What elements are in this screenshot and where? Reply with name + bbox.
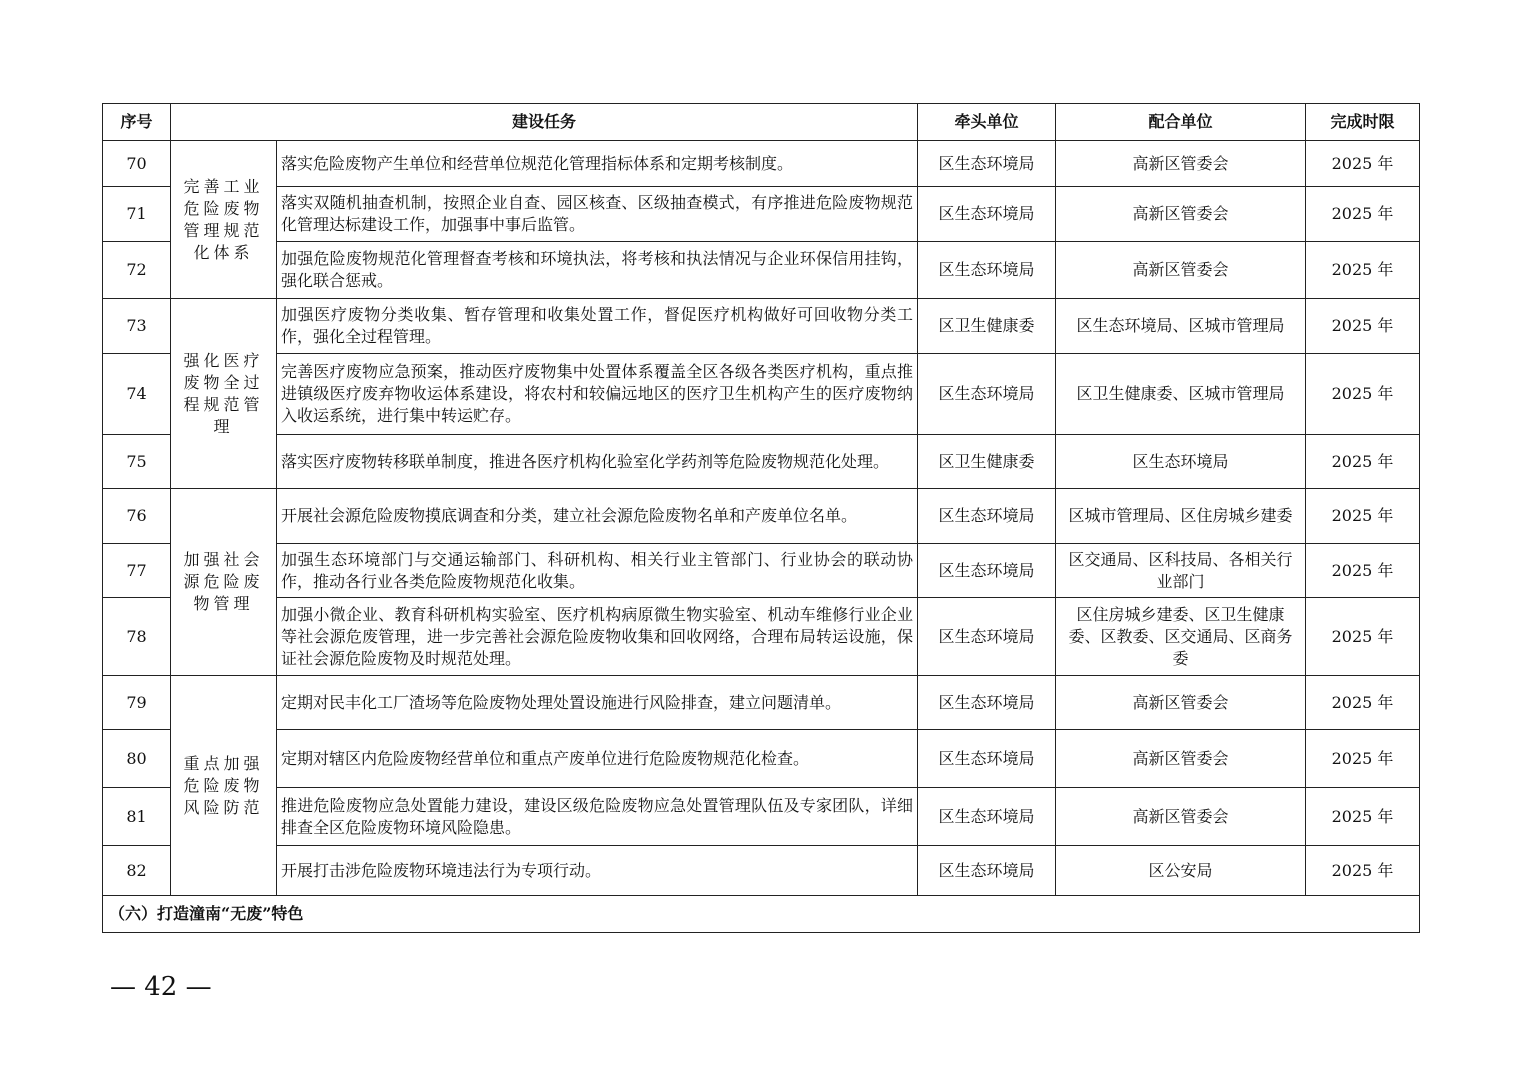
row-time: 2025 年 xyxy=(1306,489,1420,544)
row-num: 80 xyxy=(103,730,171,788)
row-coop: 区生态环境局、区城市管理局 xyxy=(1056,299,1306,354)
row-coop: 高新区管委会 xyxy=(1056,788,1306,846)
row-time: 2025 年 xyxy=(1306,730,1420,788)
row-time: 2025 年 xyxy=(1306,242,1420,299)
row-time: 2025 年 xyxy=(1306,435,1420,489)
row-time: 2025 年 xyxy=(1306,544,1420,598)
row-coop: 区交通局、区科技局、各相关行业部门 xyxy=(1056,544,1306,598)
row-task: 推进危险废物应急处置能力建设，建设区级危险废物应急处置管理队伍及专家团队，详细排查全区危险废物环境风险隐患。 xyxy=(277,788,918,846)
row-num: 73 xyxy=(103,299,171,354)
table-row xyxy=(103,242,1420,299)
row-num: 78 xyxy=(103,598,171,676)
table-row xyxy=(103,354,1420,435)
row-lead: 区生态环境局 xyxy=(918,846,1056,896)
section-footer: （六）打造潼南“无废”特色 xyxy=(103,896,1420,933)
row-num: 77 xyxy=(103,544,171,598)
row-coop: 区住房城乡建委、区卫生健康委、区教委、区交通局、区商务委 xyxy=(1056,598,1306,676)
category-cell: 加强社会源危险废物管理 xyxy=(171,489,277,676)
row-num: 75 xyxy=(103,435,171,489)
row-lead: 区卫生健康委 xyxy=(918,299,1056,354)
header-time: 完成时限 xyxy=(1306,104,1420,141)
row-task: 定期对民丰化工厂渣场等危险废物处理处置设施进行风险排查，建立问题清单。 xyxy=(277,676,918,730)
row-lead: 区生态环境局 xyxy=(918,730,1056,788)
row-lead: 区生态环境局 xyxy=(918,598,1056,676)
row-task: 定期对辖区内危险废物经营单位和重点产废单位进行危险废物规范化检查。 xyxy=(277,730,918,788)
row-coop: 高新区管委会 xyxy=(1056,242,1306,299)
row-lead: 区生态环境局 xyxy=(918,242,1056,299)
row-time: 2025 年 xyxy=(1306,788,1420,846)
row-num: 79 xyxy=(103,676,171,730)
row-coop: 高新区管委会 xyxy=(1056,187,1306,242)
row-task: 加强小微企业、教育科研机构实验室、医疗机构病原微生物实验室、机动车维修行业企业等社会源危废管理，进一步完善社会源危险废物收集和回收网络，合理布局转运设施，保证社会源危险废物及时规范处理。 xyxy=(277,598,918,676)
row-lead: 区生态环境局 xyxy=(918,489,1056,544)
row-task: 完善医疗废物应急预案，推动医疗废物集中处置体系覆盖全区各级各类医疗机构，重点推进镇级医疗废弃物收运体系建设，将农村和较偏远地区的医疗卫生机构产生的医疗废物纳入收运系统，进行集中转运贮存。 xyxy=(277,354,918,435)
row-task: 落实医疗废物转移联单制度，推进各医疗机构化验室化学药剂等危险废物规范化处理。 xyxy=(277,435,918,489)
row-num: 74 xyxy=(103,354,171,435)
table-row xyxy=(103,730,1420,788)
row-lead: 区生态环境局 xyxy=(918,788,1056,846)
table-row xyxy=(103,187,1420,242)
row-time: 2025 年 xyxy=(1306,141,1420,187)
row-task: 落实危险废物产生单位和经营单位规范化管理指标体系和定期考核制度。 xyxy=(277,141,918,187)
task-table xyxy=(102,103,1420,933)
table-row xyxy=(103,788,1420,846)
row-task: 加强生态环境部门与交通运输部门、科研机构、相关行业主管部门、行业协会的联动协作，推动各行业各类危险废物规范化收集。 xyxy=(277,544,918,598)
row-coop: 区卫生健康委、区城市管理局 xyxy=(1056,354,1306,435)
row-lead: 区生态环境局 xyxy=(918,676,1056,730)
row-task: 开展社会源危险废物摸底调查和分类，建立社会源危险废物名单和产废单位名单。 xyxy=(277,489,918,544)
table-row xyxy=(103,435,1420,489)
table-row xyxy=(103,846,1420,896)
table-row xyxy=(103,299,1420,354)
row-lead: 区生态环境局 xyxy=(918,354,1056,435)
header-task: 建设任务 xyxy=(171,104,918,141)
task-table-container xyxy=(102,103,1419,933)
row-task: 加强医疗废物分类收集、暂存管理和收集处置工作，督促医疗机构做好可回收物分类工作，强化全过程管理。 xyxy=(277,299,918,354)
section-footer-row xyxy=(103,896,1420,933)
row-num: 81 xyxy=(103,788,171,846)
table-row xyxy=(103,489,1420,544)
row-time: 2025 年 xyxy=(1306,598,1420,676)
row-time: 2025 年 xyxy=(1306,299,1420,354)
header-lead: 牵头单位 xyxy=(918,104,1056,141)
category-cell: 完善工业危险废物管理规范化体系 xyxy=(171,141,277,299)
row-lead: 区生态环境局 xyxy=(918,187,1056,242)
row-num: 72 xyxy=(103,242,171,299)
row-task: 落实双随机抽查机制，按照企业自查、园区核查、区级抽查模式，有序推进危险废物规范化管理达标建设工作，加强事中事后监管。 xyxy=(277,187,918,242)
row-num: 82 xyxy=(103,846,171,896)
page-number: — 42 — xyxy=(110,972,212,1002)
row-task: 开展打击涉危险废物环境违法行为专项行动。 xyxy=(277,846,918,896)
row-coop: 区城市管理局、区住房城乡建委 xyxy=(1056,489,1306,544)
category-cell: 重点加强危险废物风险防范 xyxy=(171,676,277,896)
header-coop: 配合单位 xyxy=(1056,104,1306,141)
row-coop: 高新区管委会 xyxy=(1056,676,1306,730)
table-row xyxy=(103,676,1420,730)
table-row xyxy=(103,141,1420,187)
row-coop: 区生态环境局 xyxy=(1056,435,1306,489)
row-time: 2025 年 xyxy=(1306,354,1420,435)
row-lead: 区生态环境局 xyxy=(918,544,1056,598)
row-coop: 高新区管委会 xyxy=(1056,730,1306,788)
row-time: 2025 年 xyxy=(1306,676,1420,730)
header-row xyxy=(103,104,1420,141)
row-task: 加强危险废物规范化管理督查考核和环境执法，将考核和执法情况与企业环保信用挂钩，强化联合惩戒。 xyxy=(277,242,918,299)
row-coop: 高新区管委会 xyxy=(1056,141,1306,187)
row-num: 71 xyxy=(103,187,171,242)
row-coop: 区公安局 xyxy=(1056,846,1306,896)
row-num: 76 xyxy=(103,489,171,544)
row-num: 70 xyxy=(103,141,171,187)
row-lead: 区卫生健康委 xyxy=(918,435,1056,489)
table-row xyxy=(103,544,1420,598)
category-cell: 强化医疗废物全过程规范管理 xyxy=(171,299,277,489)
table-row xyxy=(103,598,1420,676)
row-lead: 区生态环境局 xyxy=(918,141,1056,187)
row-time: 2025 年 xyxy=(1306,846,1420,896)
header-num: 序号 xyxy=(103,104,171,141)
row-time: 2025 年 xyxy=(1306,187,1420,242)
